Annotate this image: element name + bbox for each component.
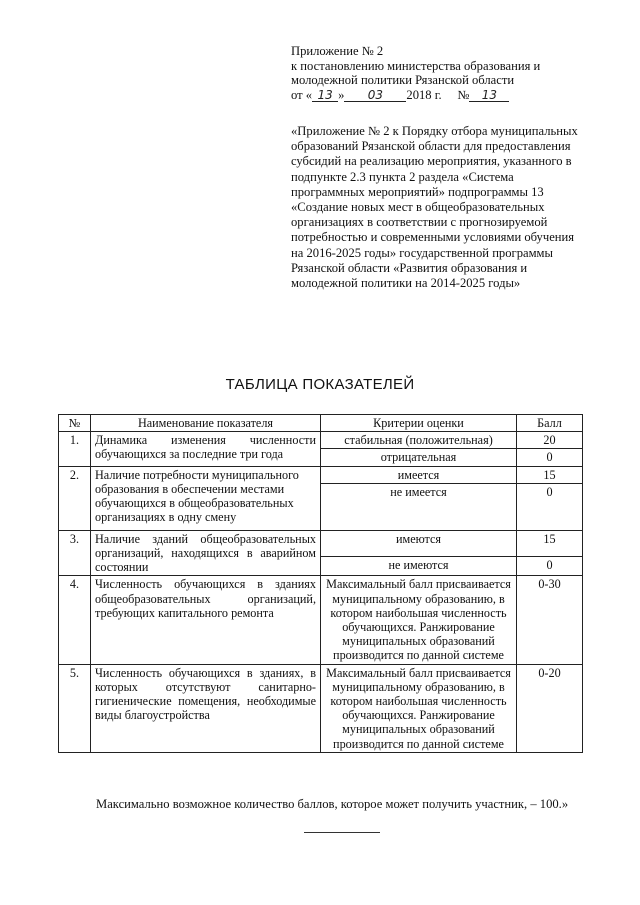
document-number: 13 (469, 89, 509, 102)
header-name: Наименование показателя (91, 415, 321, 432)
row-number: 4. (59, 576, 91, 664)
date-month: 03 (344, 89, 406, 102)
indicator-name: Динамика изменения численности обучающихся за последние три года (91, 432, 321, 466)
table-row (59, 664, 583, 752)
score: 0 (517, 557, 583, 576)
row-number: 3. (59, 530, 91, 576)
criterion: Максимальный балл присваивается муниципальному образованию, в котором наибольшая численность обучающихся. Ранжирование муниципальных образований производится по данной системе (321, 664, 517, 752)
row-number: 5. (59, 664, 91, 752)
table-row (59, 576, 583, 664)
score: 15 (517, 530, 583, 557)
appendix-ref-line-1: к постановлению министерства образования и (291, 58, 541, 73)
appendix-title: Приложение № 2 (291, 44, 384, 58)
header-num: № (59, 415, 91, 432)
score: 0-30 (517, 576, 583, 664)
criterion: имеется (321, 466, 517, 483)
criterion: Максимальный балл присваивается муниципальному образованию, в котором наибольшая численность обучающихся. Ранжирование муниципальных образований производится по данной системе (321, 576, 517, 664)
score: 15 (517, 466, 583, 483)
criterion: не имеется (321, 483, 517, 530)
appendix-date-line (291, 88, 621, 103)
table-row (59, 466, 583, 483)
max-score-note: Максимально возможное количество баллов, которое может получить участник, – 100.» (96, 797, 569, 811)
criterion: отрицательная (321, 449, 517, 466)
date-mid: » (338, 87, 345, 102)
indicators-table (58, 414, 583, 753)
header-score: Балл (517, 415, 583, 432)
indicator-name: Наличие зданий общеобразовательных организаций, находящихся в аварийном состоянии (91, 530, 321, 576)
date-prefix: от « (291, 87, 313, 102)
score: 0-20 (517, 664, 583, 752)
indicator-name: Наличие потребности муниципального образования в обеспечении местами обучающихся в общеобразовательных организациях в одну смену (91, 466, 321, 530)
number-label: № (457, 87, 470, 102)
row-number: 2. (59, 466, 91, 530)
indicator-name: Численность обучающихся в зданиях общеобразовательных организаций, требующих капитального ремонта (91, 576, 321, 664)
footer-divider (304, 832, 380, 833)
criterion: не имеются (321, 557, 517, 576)
appendix-header (291, 44, 621, 102)
date-day: 13 (312, 89, 338, 102)
score: 0 (517, 449, 583, 466)
appendix-quote-block: «Приложение № 2 к Порядку отбора муниципальных образований Рязанской области для предоставления субсидий на реализацию мероприятия, указанного в подпункте 2.3 пункта 2 раздела «Система программных мероприятий» подпрограммы 13 «Создание новых мест в общеобразовательных организациях в соответствии с прогнозируемой потребностью и современными условиями обучения на 2016-2025 годы» государственной программы Рязанской области «Развития образования и молодежной политики на 2014-2025 годы» (291, 124, 578, 291)
appendix-ref-line-2: молодежной политики Рязанской области (291, 73, 515, 88)
row-number: 1. (59, 432, 91, 466)
table-row (59, 530, 583, 557)
page-title: ТАБЛИЦА ПОКАЗАТЕЛЕЙ (225, 376, 415, 393)
indicator-name: Численность обучающихся в зданиях, в которых отсутствуют санитарно-гигиенические помещения, необходимые виды благоустройства (91, 664, 321, 752)
table-header-row (59, 415, 583, 432)
criterion: имеются (321, 530, 517, 557)
table-row (59, 432, 583, 449)
score: 20 (517, 432, 583, 449)
date-year: 2018 г. (406, 87, 442, 102)
criterion: стабильная (положительная) (321, 432, 517, 449)
header-criteria: Критерии оценки (321, 415, 517, 432)
score: 0 (517, 483, 583, 530)
